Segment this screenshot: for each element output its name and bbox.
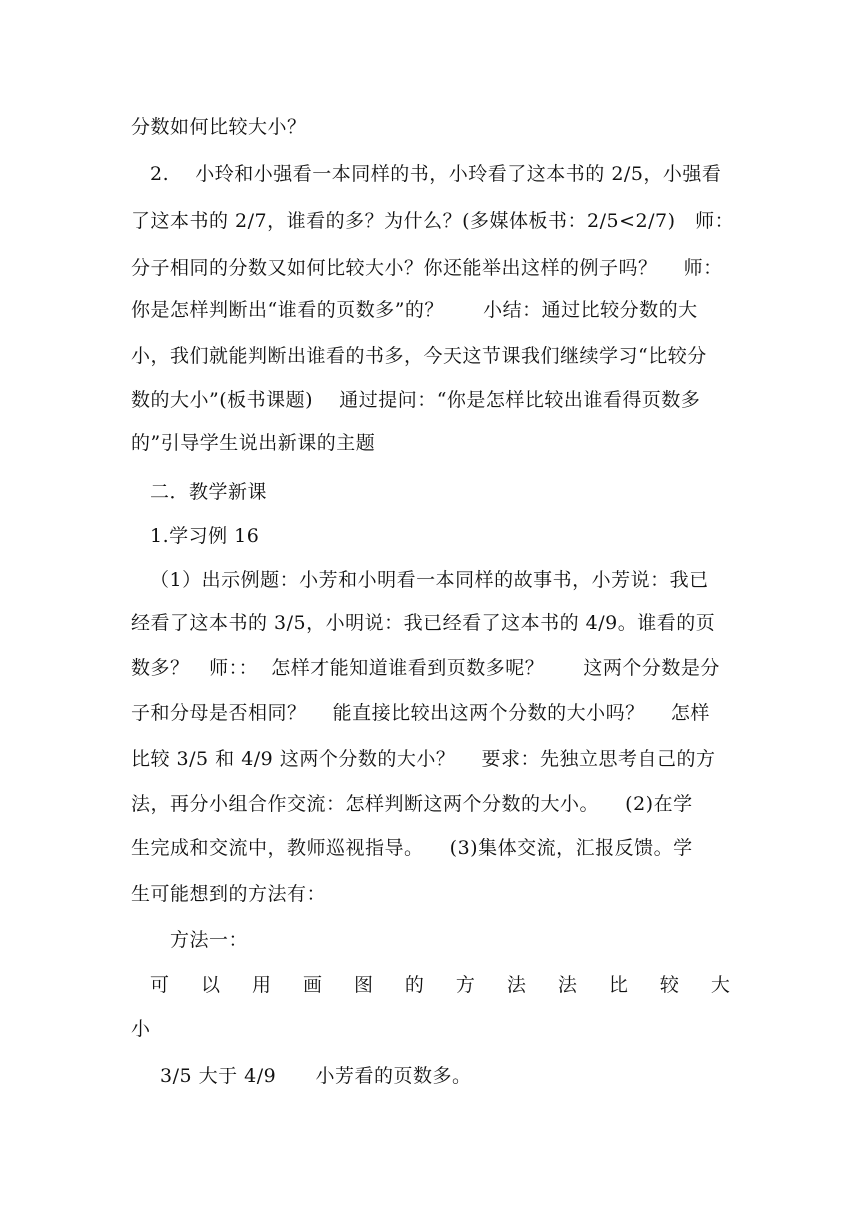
text-line-13: 数多？ 师：： 怎样才能知道谁看到页数多呢？ 这两个分数是分 [131,657,720,679]
text-line-8: 的”引导学生说出新课的主题 [131,432,376,454]
text-line-5: 你是怎样判断出“谁看的页数多”的？ 小结：通过比较分数的大 [131,299,698,321]
spread-char: 画 [302,974,322,996]
text-line-1: 分数如何比较大小？ [131,116,307,138]
spread-char: 以 [200,974,220,996]
text-line-3: 了这本书的 2/7，谁看的多？为什么？(多媒体板书：2/5<2/7) 师： [131,210,735,232]
spread-char: 的 [404,974,424,996]
text-line-18: 生可能想到的方法有： [131,883,327,905]
text-line-15: 比较 3/5 和 4/9 这两个分数的大小？ 要求：先独立思考自己的方 [131,748,716,770]
spread-line [150,972,730,998]
spread-char: 法 [506,974,526,996]
text-line-17: 生完成和交流中，教师巡视指导。 (3)集体交流，汇报反馈。学 [131,837,693,859]
spread-char: 大 [710,974,730,996]
text-line-12: 经看了这本书的 3/5，小明说：我已经看了这本书的 4/9。谁看的页 [131,612,716,634]
section-heading: 二．教学新课 [150,481,268,503]
text-line-2: 2. 小玲和小强看一本同样的书，小玲看了这本书的 2/5，小强看 [150,163,722,185]
text-line-7: 数的大小”(板书课题) 通过提问：“你是怎样比较出谁看得页数多 [131,389,701,411]
text-line-11: （1）出示例题：小芳和小明看一本同样的故事书，小芳说：我已 [150,569,709,591]
text-line-21: 3/5 大于 4/9 小芳看的页数多。 [160,1065,472,1087]
subsection-heading: 1.学习例 16 [150,525,260,547]
spread-char: 方 [455,974,475,996]
spread-char: 较 [659,974,679,996]
spread-char: 可 [150,974,170,996]
text-line-14: 子和分母是否相同？ 能直接比较出这两个分数的大小吗？ 怎样 [131,702,710,724]
spread-char: 比 [608,974,628,996]
method-label: 方法一： [170,929,249,951]
text-line-6: 小，我们就能判断出谁看的书多，今天这节课我们继续学习“比较分 [131,345,707,367]
spread-char: 图 [353,974,373,996]
text-line-16: 法，再分小组合作交流：怎样判断这两个分数的大小。 (2)在学 [131,793,693,815]
spread-char: 用 [251,974,271,996]
spread-char: 法 [557,974,577,996]
text-line-20: 小 [131,1018,151,1040]
text-line-4: 分子相同的分数又如何比较大小？你还能举出这样的例子吗？ 师： [131,257,723,279]
